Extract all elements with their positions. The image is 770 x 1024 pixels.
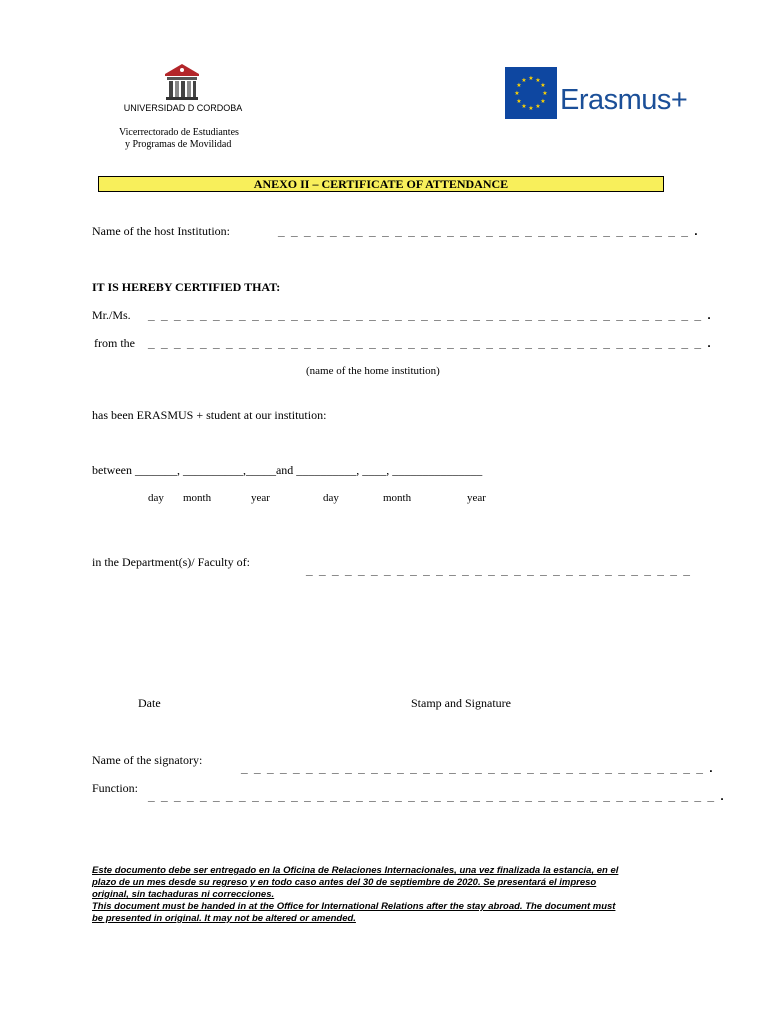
certify-heading: IT IS HEREBY CERTIFIED THAT: <box>92 280 281 294</box>
student-name-field[interactable]: _ _ _ _ _ _ _ _ _ _ _ _ _ _ _ _ _ _ _ _ _ _ _ _ _ _ _ _ _ _ _ _ _ _ _ _ _ _ _ _ _ _ _ . <box>148 308 713 322</box>
svg-text:★: ★ <box>528 75 534 82</box>
department-field[interactable]: _ _ _ _ _ _ _ _ _ _ _ _ _ _ _ _ _ _ _ _ _ _ _ _ _ _ _ _ _ _ <box>306 563 692 577</box>
document-title: ANEXO II – CERTIFICATE OF ATTENDANCE <box>98 176 664 192</box>
svg-text:★: ★ <box>540 82 546 89</box>
footer-line-4: This document must be handed in at the Office for International Relations after the stay abroad. The document must <box>92 901 616 912</box>
vice-rectorate-line-1: Vicerrectorado de Estudiantes <box>119 127 239 138</box>
start-year-label: year <box>251 492 270 504</box>
host-institution-label: Name of the host Institution: <box>92 224 230 238</box>
end-year-label: year <box>467 492 486 504</box>
function-label: Function: <box>92 781 139 795</box>
start-month-label: month <box>183 492 212 504</box>
svg-text:★: ★ <box>514 90 520 97</box>
signatory-field[interactable]: _ _ _ _ _ _ _ _ _ _ _ _ _ _ _ _ _ _ _ _ _ _ _ _ _ _ _ _ _ _ _ _ _ _ _ _ . <box>241 761 715 775</box>
period-line[interactable]: between _______, __________,_____and __________, ____, _______________ <box>92 463 483 477</box>
end-day-label: day <box>323 492 339 504</box>
end-month-label: month <box>383 492 412 504</box>
date-label: Date <box>138 696 161 710</box>
start-day-label: day <box>148 492 164 504</box>
svg-text:★: ★ <box>521 77 527 84</box>
svg-text:★: ★ <box>516 82 522 89</box>
svg-text:★: ★ <box>540 98 546 105</box>
stamp-signature-label: Stamp and Signature <box>411 696 511 710</box>
eu-flag-icon <box>505 67 557 119</box>
footer-line-3: original, sin tachaduras ni correcciones. <box>92 889 275 900</box>
svg-text:★: ★ <box>535 103 541 110</box>
footer-notice <box>92 865 672 925</box>
function-field[interactable]: _ _ _ _ _ _ _ _ _ _ _ _ _ _ _ _ _ _ _ _ _ _ _ _ _ _ _ _ _ _ _ _ _ _ _ _ _ _ _ _ _ _ _ _ . <box>148 789 726 803</box>
home-institution-field[interactable]: _ _ _ _ _ _ _ _ _ _ _ _ _ _ _ _ _ _ _ _ _ _ _ _ _ _ _ _ _ _ _ _ _ _ _ _ _ _ _ _ _ _ _ . <box>148 336 713 350</box>
erasmus-wordmark: Erasmus+ <box>560 84 688 116</box>
svg-text:★: ★ <box>521 103 527 110</box>
footer-line-1: Este documento debe ser entregado en la Oficina de Relaciones Internacionales, una vez finalizada la estancia, en el <box>92 865 619 876</box>
footer-line-2: plazo de un mes desde su regreso y en todo caso antes del 30 de septiembre de 2020. Se presentará el impreso <box>92 877 597 888</box>
svg-text:★: ★ <box>528 105 534 112</box>
svg-text:★: ★ <box>535 77 541 84</box>
vice-rectorate-line-2: y Programas de Movilidad <box>125 139 232 150</box>
svg-text:★: ★ <box>516 98 522 105</box>
signatory-label: Name of the signatory: <box>92 753 203 767</box>
home-institution-label: from the <box>94 336 135 350</box>
university-emblem-icon <box>163 62 201 102</box>
erasmus-statement: has been ERASMUS + student at our institution: <box>92 408 327 422</box>
university-name: UNIVERSIDAD D CORDOBA <box>123 103 243 113</box>
host-institution-field[interactable]: _ _ _ _ _ _ _ _ _ _ _ _ _ _ _ _ _ _ _ _ _ _ _ _ _ _ _ _ _ _ _ _ . <box>278 224 700 238</box>
home-institution-caption: (name of the home institution) <box>306 365 440 377</box>
student-label: Mr./Ms. <box>92 308 131 322</box>
svg-text:★: ★ <box>542 90 548 97</box>
department-label: in the Department(s)/ Faculty of: <box>92 555 250 569</box>
footer-line-5: be presented in original. It may not be altered or amended. <box>92 913 356 924</box>
